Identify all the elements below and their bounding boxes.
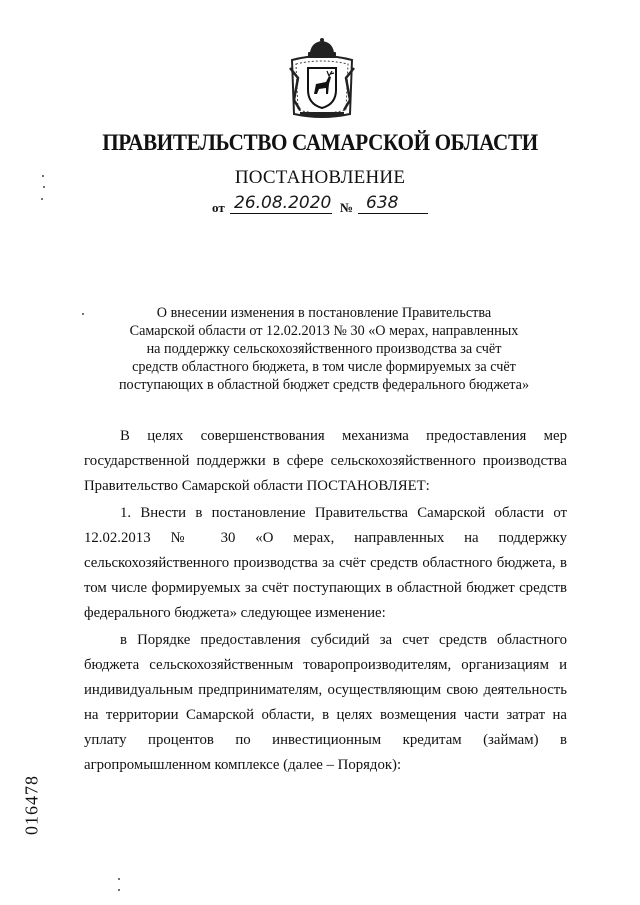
- number-underline: [358, 213, 428, 214]
- document-date: 26.08.2020: [234, 193, 332, 213]
- date-from-label: от: [212, 200, 225, 215]
- subject-line: на поддержку сельскохозяйственного производства за счёт: [146, 341, 502, 357]
- body-paragraph: в Порядке предоставления субсидий за счет средств областного бюджета сельскохозяйственным товаропроизводителям, организациям и индивидуальным предпринимателям, осуществляющим свою деятельность на территории Самарской области, в целях возмещения части затрат на уплату процентов по инвестиционным кредитам (займам) в агропромышленном комплексе (далее – Порядок):: [84, 632, 567, 773]
- body-paragraph: 1. Внести в постановление Правительства Самарской области от 12.02.2013 № 30 «О мерах, направленных на поддержку сельскохозяйственного производства за счёт средств областного бюджета, в том числе формируемых за счёт поступающих в областной бюджет средств федерального бюджета» следующее изменение:: [84, 505, 567, 621]
- scan-speck: [43, 186, 45, 188]
- document-type: ПОСТАНОВЛЕНИЕ: [234, 167, 406, 188]
- scan-speck: [82, 313, 84, 315]
- government-title: ПРАВИТЕЛЬСТВО САМАРСКОЙ ОБЛАСТИ: [102, 130, 538, 155]
- date-underline: [230, 213, 332, 214]
- subject-line: поступающих в областной бюджет средств федерального бюджета»: [118, 377, 530, 393]
- scan-speck: [42, 175, 44, 177]
- side-stamp-text: 016478: [21, 775, 42, 835]
- number-label: №: [340, 200, 354, 215]
- document-subject: [80, 304, 568, 394]
- document-body: [84, 424, 567, 778]
- document-number: 638: [366, 193, 399, 213]
- scan-speck: [118, 889, 120, 891]
- subject-line: средств областного бюджета, в том числе формируемых за счёт: [132, 359, 516, 375]
- date-number-line: [212, 193, 442, 217]
- subject-line: О внесении изменения в постановление Правительства: [156, 305, 492, 321]
- side-stamp-number: [20, 760, 44, 850]
- samara-coat-of-arms-icon: [286, 38, 358, 120]
- scan-speck: [41, 198, 43, 200]
- subject-line: Самарской области от 12.02.2013 № 30 «О мерах, направленных: [129, 323, 519, 339]
- body-paragraph: В целях совершенствования механизма предоставления мер государственной поддержки в сфере сельскохозяйственного производства Правительство Самарской области ПОСТАНОВЛЯЕТ:: [84, 428, 567, 494]
- scan-speck: [118, 878, 120, 880]
